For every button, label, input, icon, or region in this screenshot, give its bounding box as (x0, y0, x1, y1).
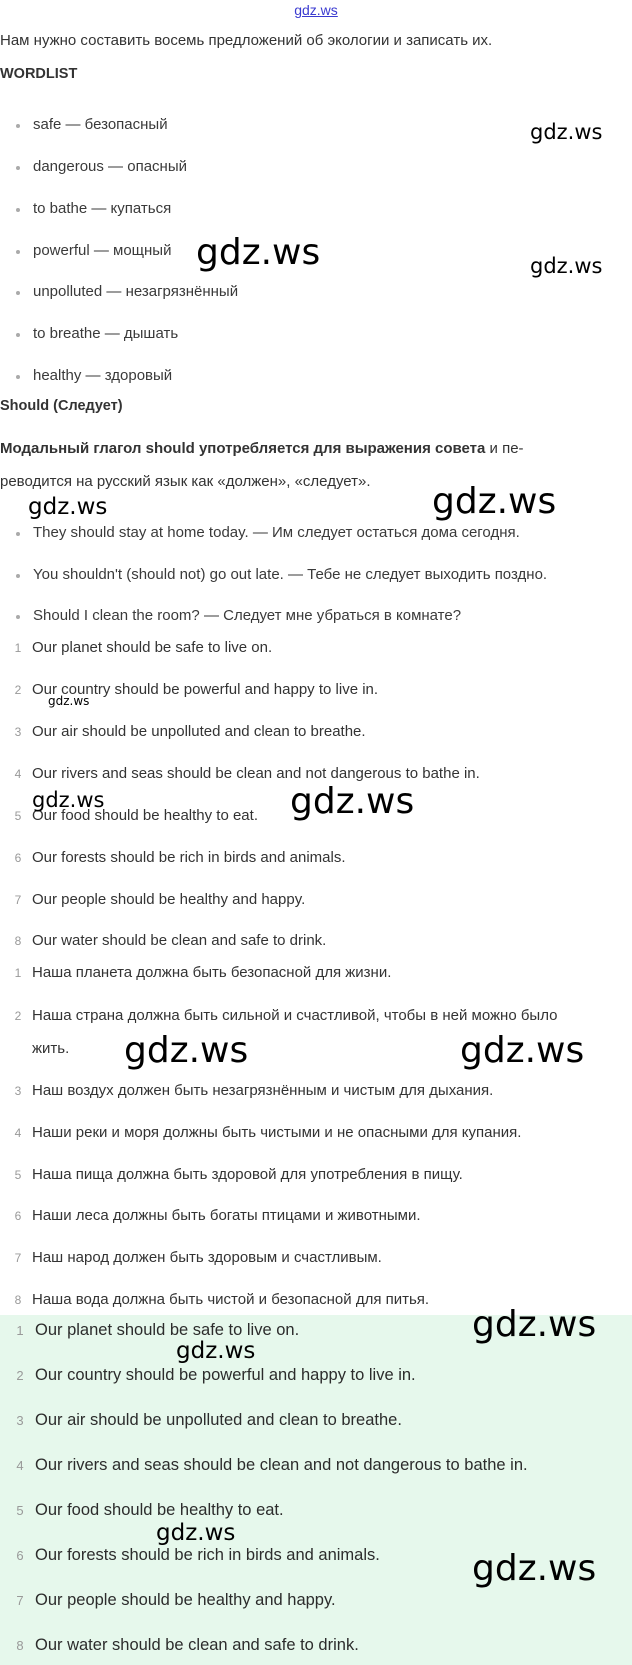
sentence-ru: 7 Наш народ должен быть здоровым и счастливым. (14, 1249, 382, 1266)
site-link[interactable]: gdz.ws (294, 2, 338, 18)
watermark: gdz.ws (432, 481, 557, 522)
watermark: gdz.ws (472, 1304, 597, 1345)
wordlist-item: dangerous — опасный (16, 158, 187, 175)
answer-sentence: 1 Our planet should be safe to live on. (16, 1321, 300, 1339)
wordlist-heading: WORDLIST (0, 66, 78, 82)
watermark: gdz.ws (48, 694, 90, 708)
watermark: gdz.ws (290, 781, 415, 822)
sentence-en: 2 Our country should be powerful and happy to live in. (14, 681, 379, 698)
watermark: gdz.ws (530, 120, 603, 144)
sentence-ru: 2 Наша страна должна быть сильной и счастливой, чтобы в ней можно было (14, 1007, 558, 1024)
sentence-en: 1 Our planet should be safe to live on. (14, 639, 273, 656)
sentence-ru: 1 Наша планета должна быть безопасной для жизни. (14, 964, 392, 981)
sentence-ru-continuation: жить. (32, 1040, 70, 1057)
grammar-example: Should I clean the room? — Следует мне убраться в комнате? (16, 607, 461, 624)
grammar-example: They should stay at home today. — Им следует остаться дома сегодня. (16, 524, 520, 541)
grammar-rule-bold: Модальный глагол should употребляется для выражения совета (0, 440, 486, 457)
grammar-heading: Should (Следует) (0, 398, 123, 414)
sentence-ru: 6 Наши леса должны быть богаты птицами и животными. (14, 1207, 421, 1224)
grammar-rule-line-2: реводится на русский язык как «должен», «следует». (0, 473, 371, 490)
grammar-example: You shouldn't (should not) go out late. — Тебе не следует выходить поздно. (16, 566, 547, 583)
wordlist-item: unpolluted — незагрязнённый (16, 283, 238, 300)
watermark: gdz.ws (460, 1030, 585, 1071)
wordlist-item: healthy — здоровый (16, 367, 172, 384)
watermark: gdz.ws (196, 232, 321, 273)
sentence-ru: 5 Наша пища должна быть здоровой для употребления в пищу. (14, 1166, 463, 1183)
answer-sentence: 5 Our food should be healthy to eat. (16, 1501, 284, 1519)
answer-sentence: 7 Our people should be healthy and happy. (16, 1591, 336, 1609)
answer-highlight-block (0, 1315, 632, 1665)
watermark: gdz.ws (530, 254, 603, 278)
answer-sentence: 4 Our rivers and seas should be clean and not dangerous to bathe in. (16, 1456, 528, 1474)
answer-sentence: 8 Our water should be clean and safe to drink. (16, 1636, 359, 1654)
grammar-rule-text: и пе- (485, 440, 524, 457)
wordlist-item: to breathe — дышать (16, 325, 178, 342)
watermark: gdz.ws (124, 1030, 249, 1071)
sentence-ru: 3 Наш воздух должен быть незагрязнённым и чистым для дыхания. (14, 1082, 494, 1099)
wordlist-item: to bathe — купаться (16, 200, 171, 217)
watermark: gdz.ws (156, 1520, 236, 1546)
sentence-en: 6 Our forests should be rich in birds and animals. (14, 849, 346, 866)
grammar-rule-line-1 (0, 440, 524, 457)
sentence-en: 4 Our rivers and seas should be clean and not dangerous to bathe in. (14, 765, 480, 782)
watermark: gdz.ws (32, 788, 105, 812)
sentence-en: 8 Our water should be clean and safe to drink. (14, 932, 327, 949)
wordlist-item: safe — безопасный (16, 116, 168, 133)
watermark: gdz.ws (472, 1548, 597, 1589)
sentence-ru: 8 Наша вода должна быть чистой и безопасной для питья. (14, 1291, 430, 1308)
sentence-en: 5 Our food should be healthy to eat. (14, 807, 258, 824)
sentence-en: 3 Our air should be unpolluted and clean to breathe. (14, 723, 366, 740)
intro-text: Нам нужно составить восемь предложений об экологии и записать их. (0, 32, 493, 49)
answer-sentence: 3 Our air should be unpolluted and clean to breathe. (16, 1411, 402, 1429)
watermark: gdz.ws (28, 494, 108, 520)
watermark: gdz.ws (176, 1338, 256, 1364)
wordlist-item: powerful — мощный (16, 242, 171, 259)
answer-sentence: 2 Our country should be powerful and happy to live in. (16, 1366, 416, 1384)
sentence-en: 7 Our people should be healthy and happy. (14, 891, 306, 908)
sentence-ru: 4 Наши реки и моря должны быть чистыми и не опасными для купания. (14, 1124, 522, 1141)
answer-sentence: 6 Our forests should be rich in birds and animals. (16, 1546, 380, 1564)
